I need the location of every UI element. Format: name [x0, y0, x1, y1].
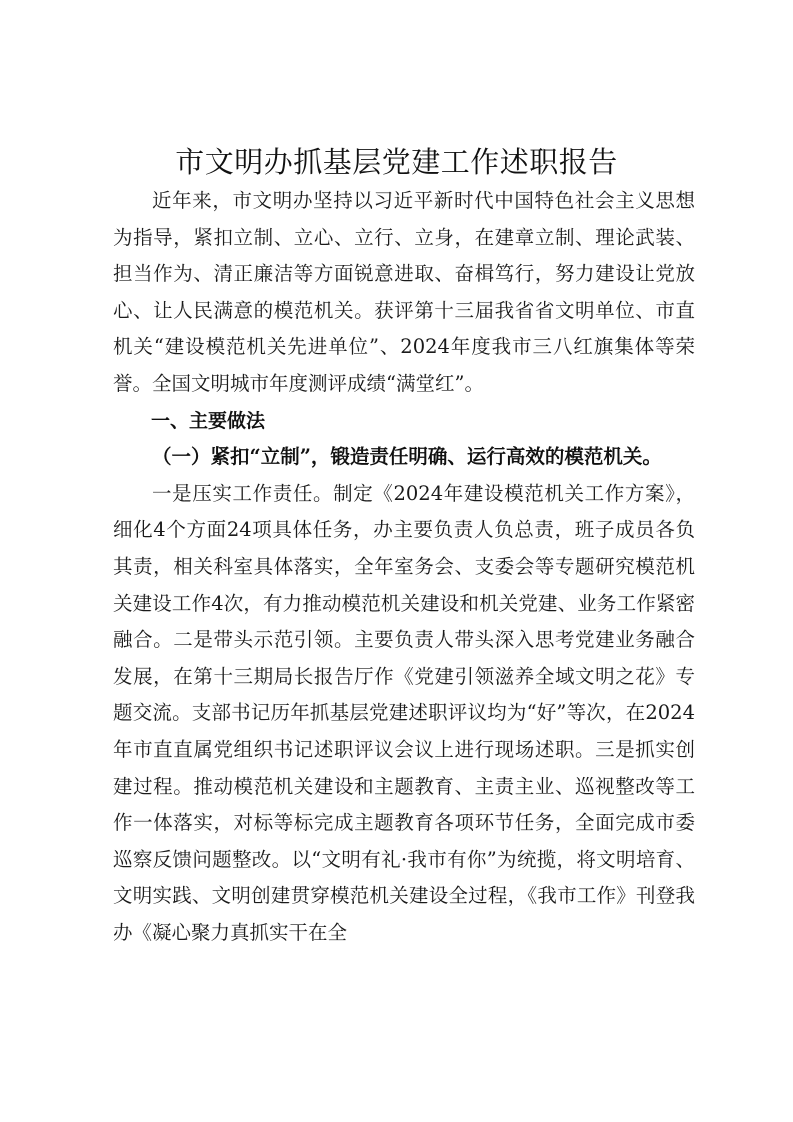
subsection-paragraph: 一是压实工作责任。制定《2024年建设模范机关工作方案》，细化4个方面24项具体任务，办主要负责人负总责，班子成员各负其责，相关科室具体落实，全年室务会、支委会等专题研究模范机关建设工作4次，有力推动模范机关建设和机关党建、业务工作紧密融合。二是带头示范引领。主要负责人带头深入思考党建业务融合发展，在第十三期局长报告厅作《党建引领滋养全域文明之花》专题交流。支部书记历年抓基层党建述职评议均为“好”等次，在2024年市直直属党组织书记述职评议会议上进行现场述职。三是抓实创建过程。推动模范机关建设和主题教育、主责主业、巡视整改等工作一体落实，对标等标完成主题教育各项环节任务，全面完成市委巡察反馈问题整改。以“文明有礼·我市有你”为统揽，将文明培育、文明实践、文明创建贯穿模范机关建设全过程，《我市工作》刊登我办《凝心聚力真抓实干在全	[113, 481, 695, 944]
document-body	[113, 183, 695, 951]
subsection-heading: （一）紧扣“立制”，锻造责任明确、运行高效的模范机关。	[152, 445, 662, 469]
document-title: 市文明办抓基层党建工作述职报告	[175, 145, 618, 179]
intro-paragraph: 近年来，市文明办坚持以习近平新时代中国特色社会主义思想为指导，紧扣立制、立心、立行、立身，在建章立制、理论武装、担当作为、清正廉洁等方面锐意进取、奋楫笃行，努力建设让党放心、让人民满意的模范机关。获评第十三届我省省文明单位、市直机关“建设模范机关先进单位”、2024年度我市三八红旗集体等荣誉。全国文明城市年度测评成绩“满堂红”。	[113, 189, 695, 395]
section-heading: 一、主要做法	[151, 409, 266, 432]
